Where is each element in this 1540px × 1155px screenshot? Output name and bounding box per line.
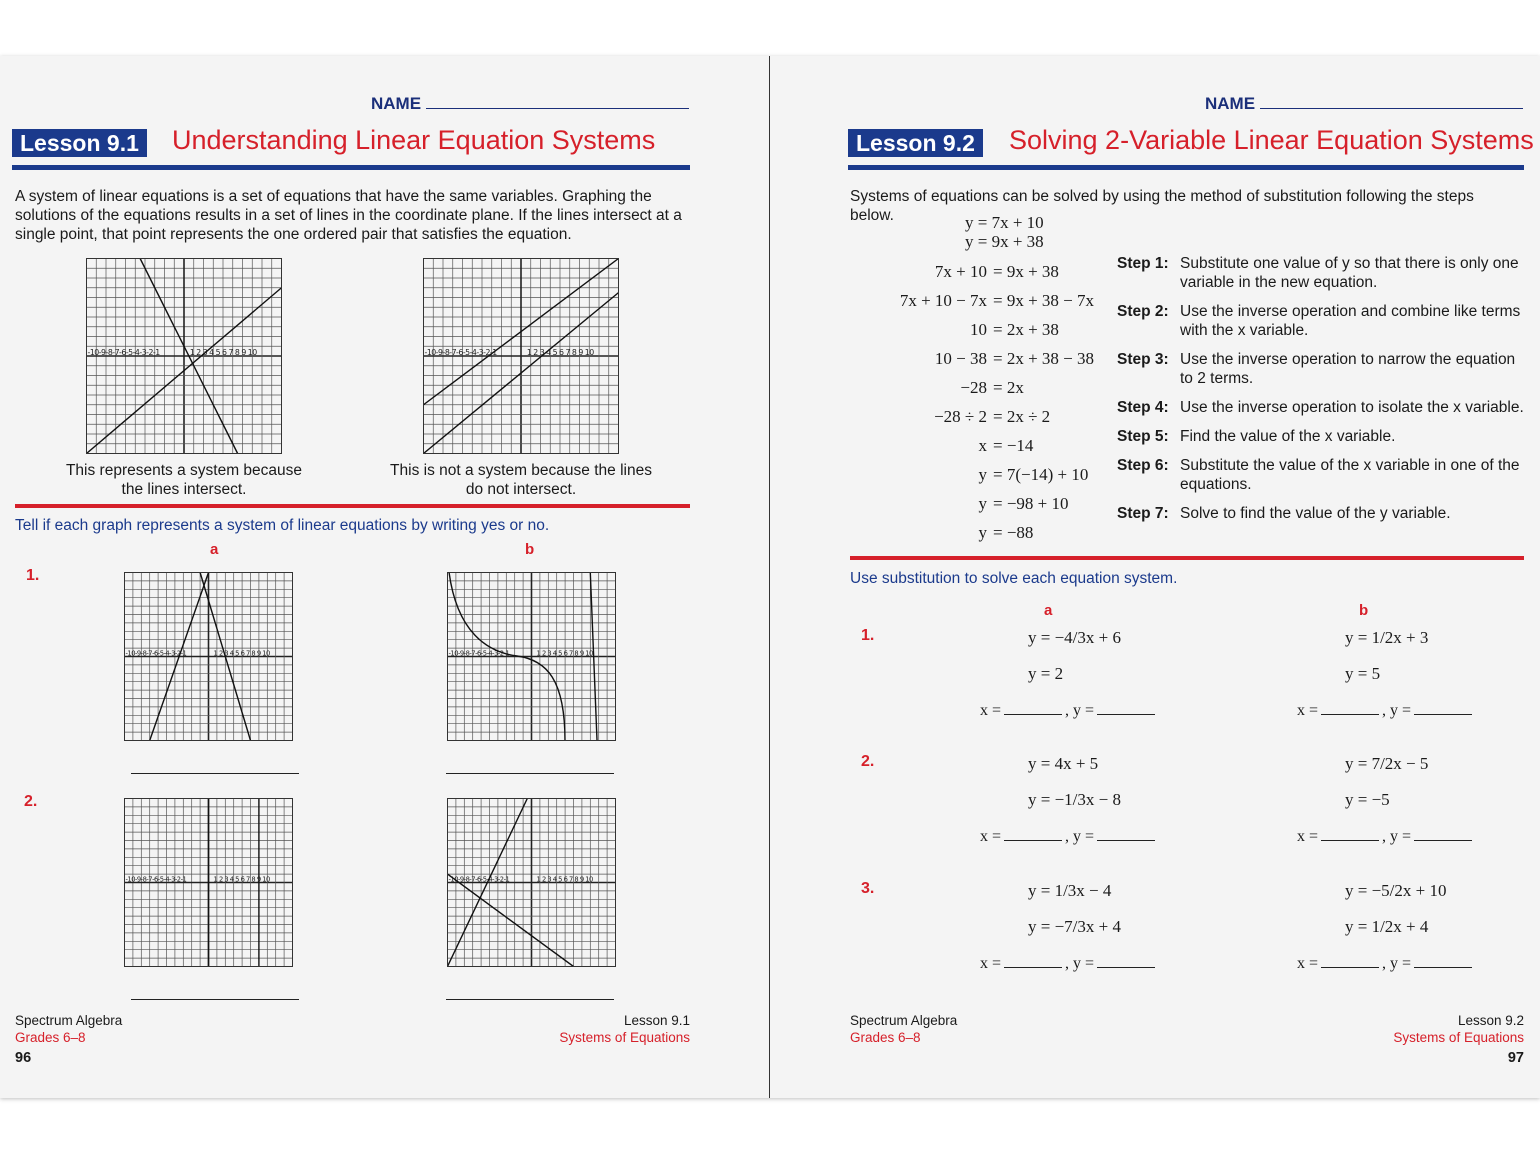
name-line [1260, 108, 1523, 109]
step-heading: Step 5: [1117, 428, 1169, 445]
step-heading: Step 6: [1117, 457, 1169, 474]
step-text: Use the inverse operation to narrow the equation to 2 terms. [1180, 351, 1516, 387]
x-blank[interactable] [1004, 953, 1062, 968]
graph-line [448, 874, 574, 966]
footer-right [1393, 1012, 1524, 1067]
axis-ticks-positive: 1 2 3 4 5 6 7 8 9 10 [536, 875, 593, 884]
step-2 [1117, 302, 1527, 342]
footer-lesson: Lesson 9.2 [1457, 1013, 1524, 1028]
footer-grades: Grades 6–8 [850, 1030, 921, 1045]
work-lhs: 7x + 10 [934, 262, 987, 281]
step-text: Substitute one value of y so that there is only one variable in the new equation. [1180, 255, 1519, 291]
work-rhs: = 9x + 38 − 7x [993, 291, 1095, 310]
problem-1a-equation: y = 2 [1028, 664, 1064, 683]
axis-ticks-positive: 1 2 3 4 5 6 7 8 9 10 [526, 348, 594, 357]
work-rhs: = −98 + 10 [993, 494, 1069, 513]
example-caption-1: This represents a system because the lines intersect. [65, 462, 303, 498]
answer-row-2a: x = , y = [980, 826, 1158, 846]
footer-book: Spectrum Algebra [15, 1013, 123, 1028]
example-caption-2: This is not a system because the lines do not intersect. [390, 462, 652, 498]
step-text: Substitute the value of the x variable in one of the equations. [1180, 457, 1520, 493]
step-heading: Step 3: [1117, 351, 1169, 368]
work-lhs: −28 ÷ 2 [934, 407, 987, 426]
axis-ticks-positive: 1 2 3 4 5 6 7 8 9 10 [213, 649, 270, 658]
axis-ticks-negative: -10-9-8-7-6-5-4-3-2-1 [448, 649, 510, 658]
lesson-title: Understanding Linear Equation Systems [172, 125, 656, 155]
y-label: y = [1073, 702, 1095, 719]
y-label: y = [1073, 955, 1095, 972]
answer-row-3a: x = , y = [980, 953, 1158, 973]
problem-2b-equation: y = 7/2x − 5 [1345, 754, 1429, 773]
column-label-a: a [210, 541, 219, 558]
y-blank[interactable] [1097, 826, 1155, 841]
answer-row-2b: x = , y = [1297, 826, 1475, 846]
name-label: NAME [371, 94, 422, 113]
answer-line-1b[interactable] [446, 773, 614, 774]
footer-lesson: Lesson 9.1 [623, 1013, 690, 1028]
graph-2a [124, 798, 293, 967]
graph-2b [447, 798, 616, 967]
section-rule [15, 504, 690, 508]
footer-left [850, 1012, 957, 1046]
answer-line-1a[interactable] [131, 773, 299, 774]
y-blank[interactable] [1414, 700, 1472, 715]
y-label: y = [1390, 955, 1412, 972]
x-label: x = [980, 955, 1002, 972]
work-lhs: y [978, 465, 987, 484]
y-blank[interactable] [1414, 826, 1472, 841]
example-graph-parallel [423, 258, 619, 454]
name-line [426, 108, 689, 109]
x-label: x = [1297, 828, 1319, 845]
problem-number-2: 2. [24, 793, 38, 810]
y-blank[interactable] [1414, 953, 1472, 968]
work-lhs: x [978, 436, 987, 455]
workbook-spread [0, 56, 1540, 1098]
x-label: x = [1297, 702, 1319, 719]
work-lhs: y [978, 494, 987, 513]
axis-ticks-positive: 1 2 3 4 5 6 7 8 9 10 [536, 649, 593, 658]
answer-row-1b: x = , y = [1297, 700, 1475, 720]
intro-paragraph: A system of linear equations is a set of equations that have the same variables. Graphing the solutions of the equations results in a set of lines in the coordinate plane. If the lines intersect at a single point, that point represents the one ordered pair that satisfies the equation. [15, 188, 682, 243]
x-label: x = [980, 828, 1002, 845]
y-label: y = [1390, 828, 1412, 845]
column-label-a: a [1044, 602, 1053, 619]
step-text: Find the value of the x variable. [1180, 428, 1396, 445]
instructions: Use substitution to solve each equation system. [850, 570, 1178, 587]
name-label: NAME [1205, 94, 1256, 113]
title-rule [848, 165, 1524, 170]
problem-3b-equation: y = 1/2x + 4 [1345, 917, 1429, 936]
footer-right [559, 1012, 690, 1046]
answer-line-2a[interactable] [131, 999, 299, 1000]
answer-row-3b: x = , y = [1297, 953, 1475, 973]
step-heading: Step 4: [1117, 399, 1169, 416]
work-rhs: = 7(−14) + 10 [993, 465, 1089, 484]
lesson-title: Solving 2-Variable Linear Equation Systems [1009, 125, 1534, 155]
title-rule [12, 165, 690, 170]
answer-row-1a: x = , y = [980, 700, 1158, 720]
step-1 [1117, 254, 1527, 294]
problem-number-2: 2. [861, 753, 875, 770]
lesson-badge: Lesson 9.2 [848, 129, 983, 157]
system-equation-1: y = 7x + 10 [965, 213, 1044, 232]
work-rhs: = 2x + 38 [993, 320, 1059, 339]
footer-left [15, 1012, 122, 1067]
work-rhs: = 2x [993, 378, 1024, 397]
work-rhs: = −88 [993, 523, 1034, 542]
y-label: y = [1073, 828, 1095, 845]
problem-number-1: 1. [861, 627, 875, 644]
axis-ticks-positive: 1 2 3 4 5 6 7 8 9 10 [189, 348, 257, 357]
work-lhs: 10 − 38 [934, 349, 987, 368]
system-equation-2: y = 9x + 38 [965, 232, 1044, 251]
column-label-b: b [525, 541, 535, 558]
step-heading: Step 7: [1117, 505, 1169, 522]
problem-3a-equation: y = −7/3x + 4 [1028, 917, 1121, 936]
footer-book: Spectrum Algebra [850, 1013, 958, 1028]
y-blank[interactable] [1097, 700, 1155, 715]
x-blank[interactable] [1004, 826, 1062, 841]
example-graph-intersecting [86, 258, 282, 454]
problem-1b-equation: y = 5 [1345, 664, 1381, 683]
answer-line-2b[interactable] [446, 999, 614, 1000]
work-lhs: y [978, 523, 987, 542]
section-rule [850, 556, 1524, 560]
column-label-b: b [1359, 602, 1369, 619]
page-number: 96 [15, 1050, 32, 1066]
problem-2b-equation: y = −5 [1345, 790, 1390, 809]
problem-1b-equation: y = 1/2x + 3 [1345, 628, 1429, 647]
step-7 [1117, 504, 1527, 544]
work-rhs: = 2x + 38 − 38 [993, 349, 1095, 368]
page-number: 97 [1507, 1050, 1524, 1066]
graph-1b [447, 572, 616, 741]
step-heading: Step 1: [1117, 255, 1169, 272]
step-3 [1117, 350, 1527, 390]
step-heading: Step 2: [1117, 303, 1169, 320]
x-blank[interactable] [1321, 826, 1379, 841]
x-blank[interactable] [1321, 953, 1379, 968]
problem-2a-equation: y = −1/3x − 8 [1028, 790, 1121, 809]
lesson-badge: Lesson 9.1 [12, 129, 147, 157]
work-lhs: 10 [970, 320, 987, 339]
footer-topic: Systems of Equations [559, 1030, 690, 1045]
x-label: x = [1297, 955, 1319, 972]
x-label: x = [980, 702, 1002, 719]
problem-3b-equation: y = −5/2x + 10 [1345, 881, 1447, 900]
step-text: Solve to find the value of the y variable. [1180, 505, 1451, 522]
footer-grades: Grades 6–8 [15, 1030, 86, 1045]
axis-ticks-negative: -10-9-8-7-6-5-4-3-2-1 [125, 649, 187, 658]
intro-paragraph: Systems of equations can be solved by using the method of substitution following the steps below. [850, 188, 1474, 224]
work-rhs: = 2x ÷ 2 [993, 407, 1051, 426]
work-lhs: 7x + 10 − 7x [899, 291, 987, 310]
step-6 [1117, 456, 1527, 496]
footer-topic: Systems of Equations [1393, 1030, 1524, 1045]
problem-number-3: 3. [861, 880, 875, 897]
problem-2a-equation: y = 4x + 5 [1028, 754, 1099, 773]
problem-1a-equation: y = −4/3x + 6 [1028, 628, 1121, 647]
axis-ticks-negative: -10-9-8-7-6-5-4-3-2-1 [87, 348, 160, 357]
step-text: Use the inverse operation to isolate the x variable. [1180, 399, 1524, 416]
work-rhs: = 9x + 38 [993, 262, 1059, 281]
axis-ticks-positive: 1 2 3 4 5 6 7 8 9 10 [213, 875, 270, 884]
problem-3a-equation: y = 1/3x − 4 [1028, 881, 1112, 900]
step-text: Use the inverse operation and combine like terms with the x variable. [1180, 303, 1521, 339]
problem-number-1: 1. [26, 567, 40, 584]
graph-1a [124, 572, 293, 741]
page-gutter [769, 56, 770, 1098]
y-blank[interactable] [1097, 953, 1155, 968]
axis-ticks-negative: -10-9-8-7-6-5-4-3-2-1 [424, 348, 497, 357]
axis-ticks-negative: -10-9-8-7-6-5-4-3-2-1 [448, 875, 510, 884]
axis-ticks-negative: -10-9-8-7-6-5-4-3-2-1 [125, 875, 187, 884]
y-label: y = [1390, 702, 1412, 719]
work-lhs: −28 [960, 378, 987, 397]
work-rhs: = −14 [993, 436, 1034, 455]
x-blank[interactable] [1004, 700, 1062, 715]
x-blank[interactable] [1321, 700, 1379, 715]
instructions: Tell if each graph represents a system of linear equations by writing yes or no. [15, 517, 550, 534]
